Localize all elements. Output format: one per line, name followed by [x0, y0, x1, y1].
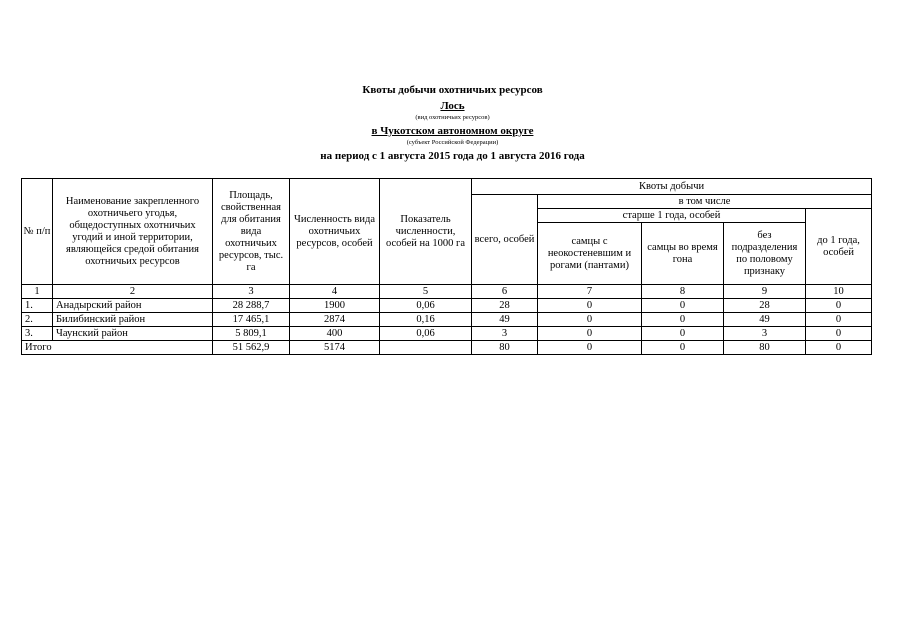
column-number: 9: [724, 285, 806, 299]
header-males-rut: самцы во время гона: [642, 223, 724, 285]
column-number: 8: [642, 285, 724, 299]
total-population: 5174: [290, 341, 380, 355]
total-area: 51 562,9: [213, 341, 290, 355]
period-line: на период с 1 августа 2015 года до 1 августа 2016 года: [320, 150, 585, 162]
row-number: 2.: [22, 313, 53, 327]
header-density: Показатель численности, особей на 1000 га: [380, 179, 472, 285]
row-area: 5 809,1: [213, 327, 290, 341]
header-males-antlers: самцы с неокостеневшим и рогами (пантами): [538, 223, 642, 285]
total-under1: 0: [806, 341, 872, 355]
header-area: Площадь, свойственная для обитания вида охотничьих ресурсов, тыс. га: [213, 179, 290, 285]
header-quotas: Квоты добычи: [472, 179, 872, 195]
row-district: Чаунский район: [53, 327, 213, 341]
row-males-rut: 0: [642, 327, 724, 341]
row-population: 1900: [290, 299, 380, 313]
total-males-antlers: 0: [538, 341, 642, 355]
row-under1: 0: [806, 327, 872, 341]
table-row: [22, 299, 872, 313]
header-total: всего, особей: [472, 195, 538, 285]
header-no-sex: без подразделения по половому признаку: [724, 223, 806, 285]
header-including: в том числе: [538, 195, 872, 209]
total-no-sex: 80: [724, 341, 806, 355]
total-density: [380, 341, 472, 355]
row-no-sex: 49: [724, 313, 806, 327]
region-name: в Чукотском автономном округе: [371, 125, 534, 137]
total-label: Итого: [22, 341, 213, 355]
column-number: 7: [538, 285, 642, 299]
row-total: 28: [472, 299, 538, 313]
total-total: 80: [472, 341, 538, 355]
column-number: 4: [290, 285, 380, 299]
row-population: 400: [290, 327, 380, 341]
row-population: 2874: [290, 313, 380, 327]
row-males-antlers: 0: [538, 299, 642, 313]
header-name: Наименование закрепленного охотничьего угодья, общедоступных охотничьих угодий и иной территории, являющейся средой обитания охотничьих ресурсов: [53, 179, 213, 285]
row-number: 3.: [22, 327, 53, 341]
species-name: Лось: [440, 100, 465, 112]
row-density: 0,06: [380, 299, 472, 313]
table-row: [22, 313, 872, 327]
header-older: старше 1 года, особей: [538, 209, 806, 223]
row-density: 0,06: [380, 327, 472, 341]
column-number: 6: [472, 285, 538, 299]
header-num: № п/п: [22, 179, 53, 285]
row-district: Билибинский район: [53, 313, 213, 327]
column-number: 2: [53, 285, 213, 299]
region-caption: (субъект Российской Федерации): [406, 139, 499, 146]
column-number: 1: [22, 285, 53, 299]
total-males-rut: 0: [642, 341, 724, 355]
row-males-rut: 0: [642, 299, 724, 313]
total-row: [22, 341, 872, 355]
column-number: 5: [380, 285, 472, 299]
header-population: Численность вида охотничьих ресурсов, особей: [290, 179, 380, 285]
row-area: 28 288,7: [213, 299, 290, 313]
row-area: 17 465,1: [213, 313, 290, 327]
row-males-antlers: 0: [538, 313, 642, 327]
table-row: [22, 327, 872, 341]
column-number: 10: [806, 285, 872, 299]
row-under1: 0: [806, 299, 872, 313]
row-under1: 0: [806, 313, 872, 327]
row-total: 3: [472, 327, 538, 341]
row-number: 1.: [22, 299, 53, 313]
row-males-antlers: 0: [538, 327, 642, 341]
column-number-row: [22, 285, 872, 299]
row-total: 49: [472, 313, 538, 327]
species-caption: (вид охотничьих ресурсов): [415, 114, 490, 121]
quota-table: [21, 178, 872, 355]
column-number: 3: [213, 285, 290, 299]
header-under1: до 1 года, особей: [806, 209, 872, 285]
row-males-rut: 0: [642, 313, 724, 327]
document-title: Квоты добычи охотничьих ресурсов: [362, 84, 543, 96]
row-no-sex: 3: [724, 327, 806, 341]
row-density: 0,16: [380, 313, 472, 327]
row-district: Анадырский район: [53, 299, 213, 313]
row-no-sex: 28: [724, 299, 806, 313]
